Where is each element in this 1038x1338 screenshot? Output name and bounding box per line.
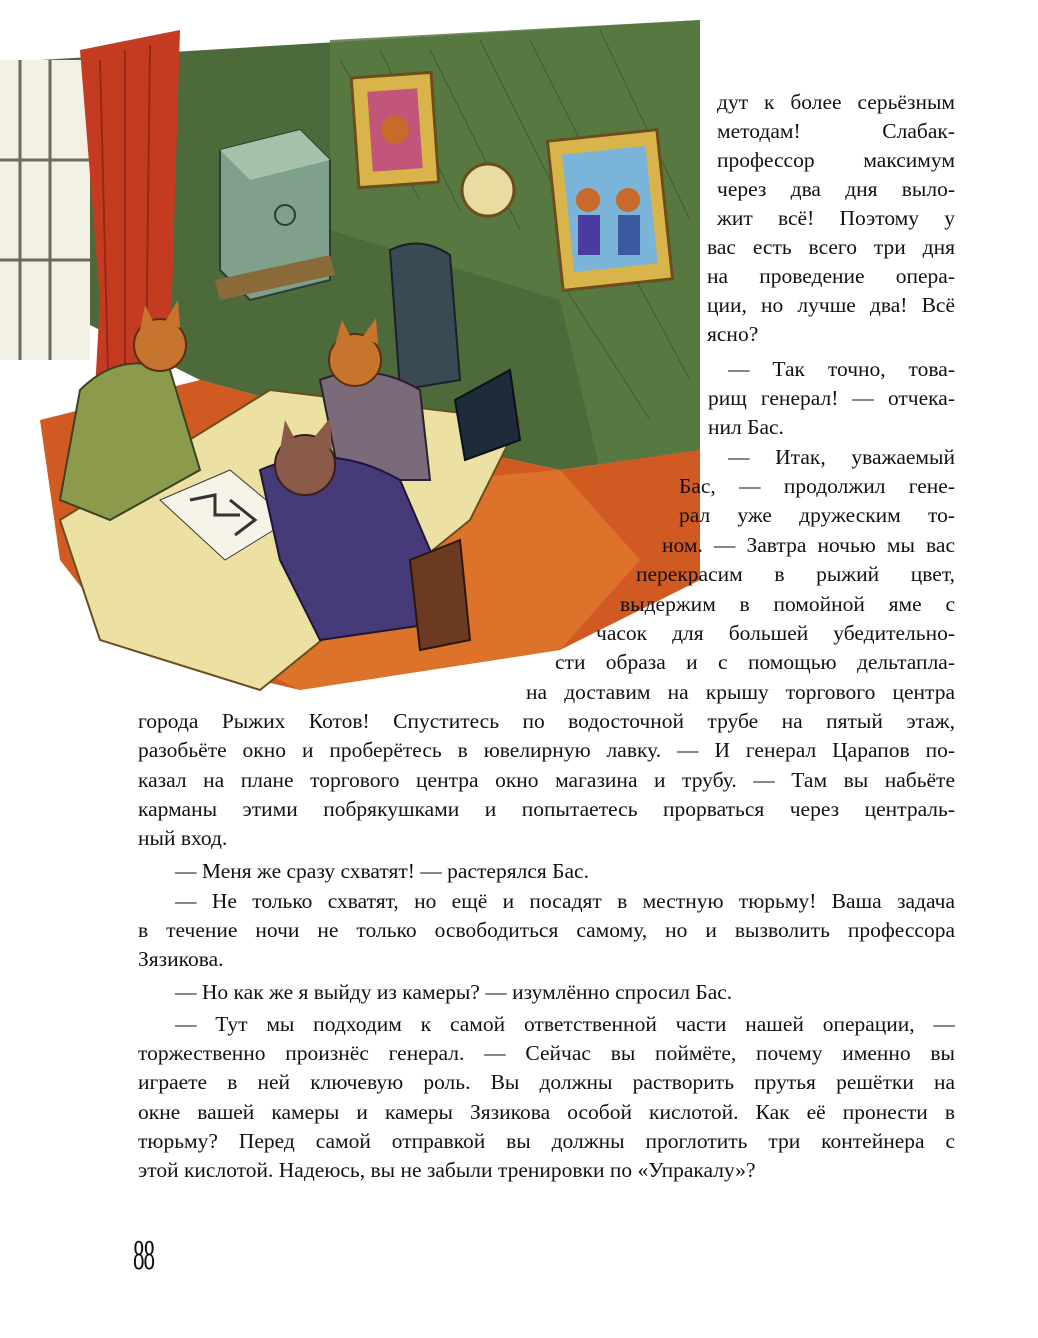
text-line: выдержим в помойной яме с bbox=[620, 592, 955, 616]
text-line: — Не только схватят, но ещё и посадят в местную тюрьму! Ваша задача bbox=[175, 889, 955, 913]
text-line: — Итак, уважаемый bbox=[728, 445, 955, 469]
text-line: Бас, — продолжил гене- bbox=[679, 474, 955, 498]
text-line: ции, но лучше два! Всё bbox=[707, 293, 955, 317]
page-number: 88 bbox=[133, 1233, 154, 1279]
text-line: профессор максимум bbox=[717, 148, 955, 172]
text-line: казал на плане торгового центра окно магазина и трубу. — Там вы набьёте bbox=[138, 768, 955, 792]
illustration-cats-office bbox=[0, 0, 720, 700]
text-line: Зязикова. bbox=[138, 947, 224, 971]
text-line: города Рыжих Котов! Спуститесь по водосточной трубе на пятый этаж, bbox=[138, 709, 955, 733]
text-line: — Так точно, това- bbox=[728, 357, 955, 381]
text-line: — Но как же я выйду из камеры? — изумлённо спросил Бас. bbox=[175, 980, 733, 1004]
text-line: торжественно произнёс генерал. — Сейчас вы поймёте, почему именно вы bbox=[138, 1041, 955, 1065]
text-line: разобьёте окно и проберётесь в ювелирную лавку. — И генерал Царапов по- bbox=[138, 738, 955, 762]
text-line: вас есть всего три дня bbox=[707, 235, 955, 259]
text-line: — Тут мы подходим к самой ответственной части нашей операции, — bbox=[175, 1012, 955, 1036]
text-line: рищ генерал! — отчека- bbox=[708, 386, 955, 410]
text-line: нил Бас. bbox=[708, 415, 784, 439]
text-line: ном. — Завтра ночью мы вас bbox=[662, 533, 955, 557]
text-line: жит всё! Поэтому у bbox=[717, 206, 955, 230]
text-line: на доставим на крышу торгового центра bbox=[526, 680, 955, 704]
text-line: перекрасим в рыжий цвет, bbox=[636, 562, 955, 586]
text-line: играете в ней ключевую роль. Вы должны растворить прутья решётки на bbox=[138, 1070, 955, 1094]
text-line: сти образа и с помощью дельтапла- bbox=[555, 650, 955, 674]
text-line: через два дня выло- bbox=[717, 177, 955, 201]
text-line: окне вашей камеры и камеры Зязикова особой кислотой. Как её пронести в bbox=[138, 1100, 955, 1124]
text-line: тюрьму? Перед самой отправкой вы должны проглотить три контейнера с bbox=[138, 1129, 955, 1153]
text-line: ный вход. bbox=[138, 826, 228, 850]
text-line: часок для большей убедительно- bbox=[596, 621, 955, 645]
text-line: в течение ночи не только освободиться самому, но и вызволить профессора bbox=[138, 918, 955, 942]
text-line: этой кислотой. Надеюсь, вы не забыли тренировки по «Упракалу»? bbox=[138, 1158, 756, 1182]
text-line: дут к более серьёзным bbox=[717, 90, 955, 114]
text-line: на проведение опера- bbox=[707, 264, 955, 288]
text-line: методам! Слабак- bbox=[717, 119, 955, 143]
text-line: ясно? bbox=[707, 322, 759, 346]
text-line: — Меня же сразу схватят! — растерялся Бас. bbox=[175, 859, 589, 883]
text-line: карманы этими побрякушками и попытаетесь прорваться через централь- bbox=[138, 797, 955, 821]
text-line: рал уже дружеским то- bbox=[679, 503, 955, 527]
